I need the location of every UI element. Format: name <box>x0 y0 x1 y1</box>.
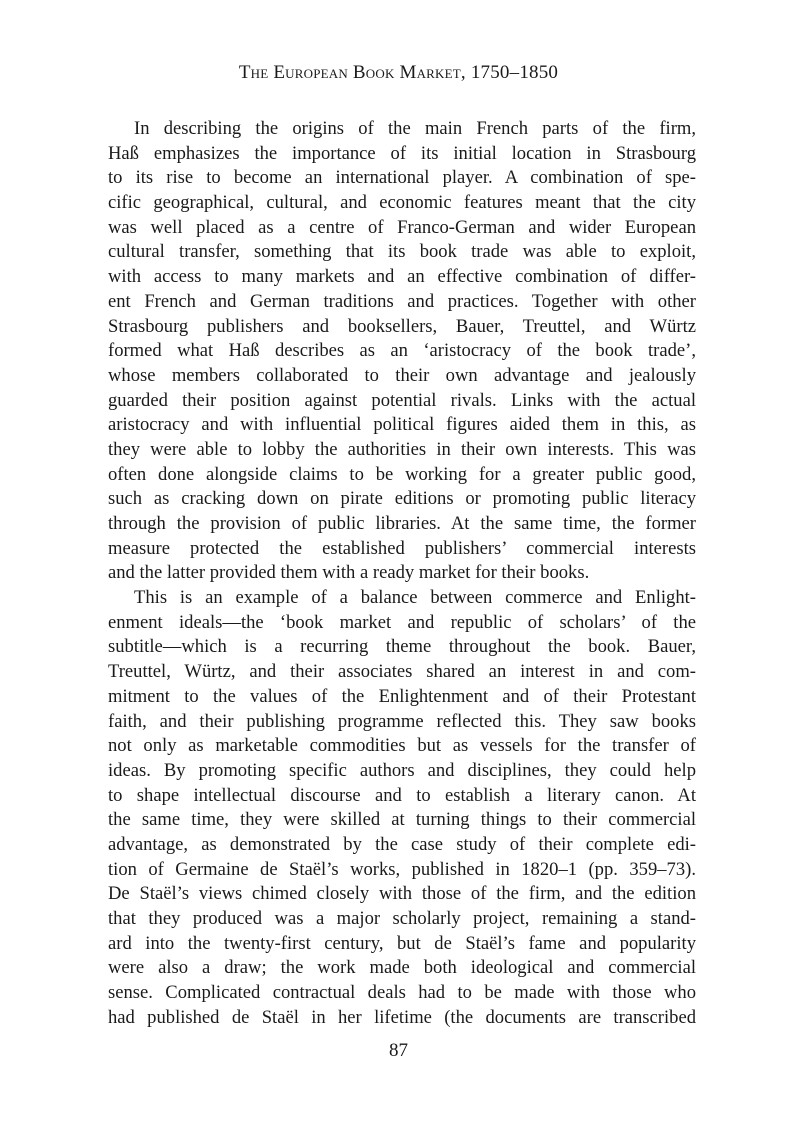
text-line: faith, and their publishing programme reflected this. They saw books <box>108 710 696 732</box>
text-line: and the latter provided them with a ready market for their books. <box>108 562 590 584</box>
text-line: De Staël’s views chimed closely with those of the firm, and the edition <box>108 883 696 905</box>
text-line: ideas. By promoting specific authors and disciplines, they could help <box>108 759 696 781</box>
text-line: subtitle—which is a recurring theme throughout the book. Bauer, <box>108 636 696 658</box>
text-line: the same time, they were skilled at turning things to their commercial <box>108 809 696 831</box>
text-line: cultural transfer, something that its book trade was able to exploit, <box>108 241 696 263</box>
text-line: such as cracking down on pirate editions or promoting public literacy <box>108 488 696 510</box>
text-line: Haß emphasizes the importance of its initial location in Strasbourg <box>108 142 696 164</box>
text-line: aristocracy and with influential political figures aided them in this, as <box>108 414 696 436</box>
running-head <box>0 62 797 84</box>
running-head-title: The European Book Market, 1750–1850 <box>238 62 559 83</box>
text-line: enment ideals—the ‘book market and republic of scholars’ of the <box>108 611 696 633</box>
text-line: were also a draw; the work made both ideological and commercial <box>108 957 696 979</box>
page-number: 87 <box>389 1040 408 1061</box>
text-line: not only as marketable commodities but as vessels for the transfer of <box>108 735 696 757</box>
text-line: ard into the twenty-first century, but de Staël’s fame and popularity <box>108 932 696 954</box>
paragraph-1 <box>108 117 696 586</box>
text-line: This is an example of a balance between commerce and Enlight- <box>134 587 696 609</box>
text-line: had published de Staël in her lifetime (the documents are transcribed <box>108 1006 696 1028</box>
text-line: they were able to lobby the authorities in their own interests. This was <box>108 438 696 460</box>
text-line: with access to many markets and an effective combination of differ- <box>108 266 696 288</box>
text-line: that they produced was a major scholarly project, remaining a stand- <box>108 908 696 929</box>
body-text <box>108 117 696 1030</box>
text-line: guarded their position against potential rivals. Links with the actual <box>108 389 696 411</box>
text-line: whose members collaborated to their own advantage and jealously <box>108 364 696 386</box>
text-line: measure protected the established publishers’ commercial interests <box>108 537 696 559</box>
text-line: was well placed as a centre of Franco-German and wider European <box>108 216 696 238</box>
text-line: to shape intellectual discourse and to establish a literary canon. At <box>108 784 696 806</box>
text-line: ent French and German traditions and practices. Together with other <box>108 290 696 312</box>
text-line: advantage, as demonstrated by the case study of their complete edi- <box>108 833 696 855</box>
text-line: sense. Complicated contractual deals had to be made with those who <box>108 982 696 1004</box>
text-line: In describing the origins of the main French parts of the firm, <box>134 118 696 139</box>
text-line: formed what Haß describes as an ‘aristocracy of the book trade’, <box>108 340 696 362</box>
paragraph-2 <box>108 586 696 1030</box>
text-line: cific geographical, cultural, and economic features meant that the city <box>108 192 696 214</box>
text-line: Strasbourg publishers and booksellers, Bauer, Treuttel, and Würtz <box>108 315 696 337</box>
text-line: through the provision of public libraries. At the same time, the former <box>108 513 696 534</box>
text-line: Treuttel, Würtz, and their associates shared an interest in and com- <box>108 661 696 683</box>
text-line: to its rise to become an international player. A combination of spe- <box>108 167 696 189</box>
text-line: often done alongside claims to be working for a greater public good, <box>108 463 696 485</box>
text-line: tion of Germaine de Staël’s works, published in 1820–1 (pp. 359–73). <box>108 858 696 880</box>
text-line: mitment to the values of the Enlightenment and of their Protestant <box>108 685 696 707</box>
